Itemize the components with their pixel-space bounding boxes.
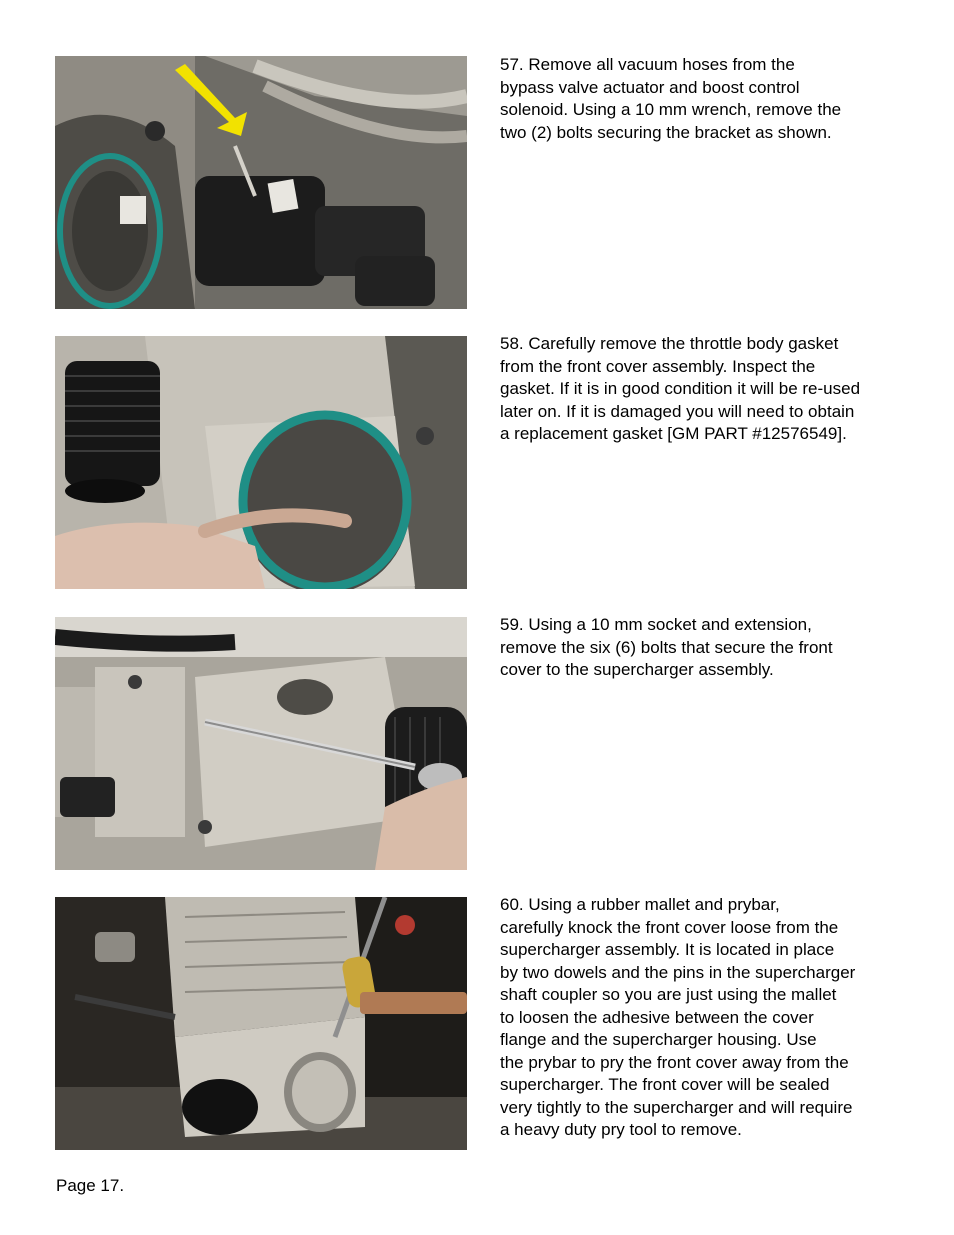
step-60-line-6: to loosen the adhesive between the cover	[500, 1007, 814, 1027]
step-60-line-2: carefully knock the front cover loose from the	[500, 917, 839, 937]
step-57-line-1: 57. Remove all vacuum hoses from the	[500, 55, 795, 74]
step-58-text	[500, 333, 900, 446]
step-58-line-4: later on. If it is damaged you will need to obtain	[500, 401, 855, 421]
photo-throttle-gasket	[55, 336, 467, 589]
step-58-line-3: gasket. If it is in good condition it will be re-used	[500, 379, 861, 398]
page-number: Page 17.	[56, 1176, 125, 1195]
photo-front-cover-bolts-image	[55, 617, 467, 870]
step-57-text	[500, 54, 900, 144]
step-59-line-3: cover to the supercharger assembly.	[500, 660, 774, 679]
step-57-line-3: solenoid. Using a 10 mm wrench, remove the	[500, 100, 842, 119]
step-60-line-11: a heavy duty pry tool to remove.	[500, 1120, 742, 1139]
step-58-line-2: from the front cover assembly. Inspect the	[500, 356, 816, 376]
photo-front-cover-bolts	[55, 617, 467, 870]
step-58-line-1: 58. Carefully remove the throttle body gasket	[500, 334, 839, 353]
step-60-line-5: shaft coupler so you are just using the mallet	[500, 985, 837, 1004]
photo-supercharger-mallet	[55, 897, 467, 1150]
step-60-line-9: supercharger. The front cover will be sealed	[500, 1075, 830, 1094]
step-60-line-10: very tightly to the supercharger and will require	[500, 1097, 853, 1117]
photo-supercharger-mallet-image	[55, 897, 467, 1150]
step-59-line-1: 59. Using a 10 mm socket and extension,	[500, 615, 812, 634]
photo-bypass-valve	[55, 56, 467, 309]
step-60-line-8: the prybar to pry the front cover away from the	[500, 1052, 849, 1072]
photo-throttle-gasket-image	[55, 336, 467, 589]
step-60-text	[500, 894, 900, 1142]
step-57-line-2: bypass valve actuator and boost control	[500, 77, 800, 97]
photo-bypass-valve-image	[55, 56, 467, 309]
step-60-line-3: supercharger assembly. It is located in place	[500, 940, 835, 959]
step-60-line-1: 60. Using a rubber mallet and prybar,	[500, 895, 780, 914]
step-59-text	[500, 614, 900, 682]
step-60-line-4: by two dowels and the pins in the supercharger	[500, 962, 856, 982]
step-57-line-4: two (2) bolts securing the bracket as shown.	[500, 122, 832, 142]
step-59-line-2: remove the six (6) bolts that secure the front	[500, 637, 833, 657]
step-58-line-5: a replacement gasket [GM PART #12576549].	[500, 424, 847, 443]
step-60-line-7: flange and the supercharger housing. Use	[500, 1030, 817, 1049]
